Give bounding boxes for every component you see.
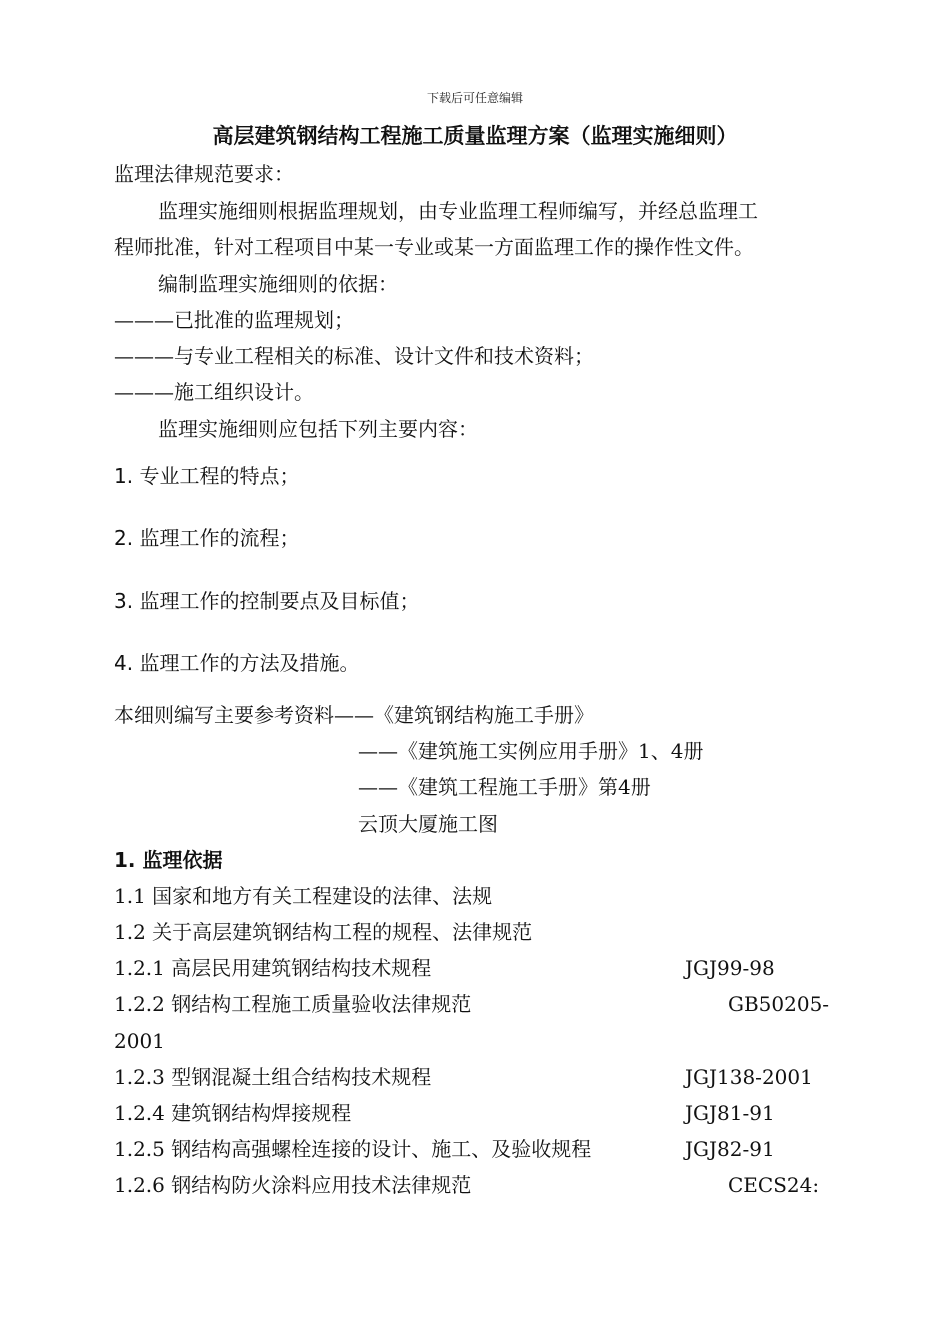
content-item-number: 4. [114,651,134,675]
standard-code: GB50205- [728,992,830,1016]
standard-label: 1.2.1 高层民用建筑钢结构技术规程 [114,956,432,980]
standard-label: 1.2.6 钢结构防火涂料应用技术法律规范 [114,1173,472,1197]
basis-heading: 编制监理实施细则的依据： [158,272,398,296]
standard-code: JGJ82-91 [685,1137,775,1161]
basis-item: ———与专业工程相关的标准、设计文件和技术资料； [114,344,594,368]
basis-item: ———施工组织设计。 [114,380,314,404]
reference-line: 本细则编写主要参考资料——《建筑钢结构施工手册》 [114,703,594,727]
content-heading: 监理实施细则应包括下列主要内容： [158,417,478,441]
paragraph-line: 监理实施细则根据监理规划，由专业监理工程师编写，并经总监理工 [158,199,758,223]
reference-line: ——《建筑工程施工手册》第4册 [358,775,651,799]
reference-line: ——《建筑施工实例应用手册》1、4册 [358,739,704,763]
content-item [114,524,299,552]
section-heading: 1. 监理依据 [114,848,223,872]
standard-code: JGJ81-91 [685,1101,775,1125]
standard-code: JGJ99-98 [685,956,775,980]
content-item-text: 监理工作的流程； [139,526,300,550]
basis-item: ———已批准的监理规划； [114,308,354,332]
content-item-text: 监理工作的控制要点及目标值； [139,589,420,613]
paragraph-line: 程师批准，针对工程项目中某一专业或某一方面监理工作的操作性文件。 [114,235,754,259]
section-item: 1.2 关于高层建筑钢结构工程的规程、法律规范 [114,920,533,944]
document-title: 高层建筑钢结构工程施工质量监理方案（监理实施细则） [212,124,738,148]
standard-label: 1.2.3 型钢混凝土组合结构技术规程 [114,1065,432,1089]
standard-code: JGJ138-2001 [685,1065,813,1089]
content-item-number: 1. [114,464,134,488]
requirements-heading: 监理法律规范要求： [114,162,294,186]
standard-label: 1.2.4 建筑钢结构焊接规程 [114,1101,352,1125]
standard-label: 1.2.5 钢结构高强螺栓连接的设计、施工、及验收规程 [114,1137,592,1161]
content-item-number: 3. [114,589,134,613]
content-item [114,649,359,677]
content-item [114,462,299,490]
reference-line: 云顶大厦施工图 [358,812,498,836]
standard-code-continuation: 2001 [114,1029,165,1053]
standard-code: CECS24: [728,1173,820,1197]
content-item [114,587,419,615]
page-header-note: 下载后可任意编辑 [426,91,523,105]
content-item-text: 专业工程的特点； [139,464,300,488]
standard-label: 1.2.2 钢结构工程施工质量验收法律规范 [114,992,472,1016]
content-item-number: 2. [114,526,134,550]
content-item-text: 监理工作的方法及措施。 [139,651,360,675]
section-item: 1.1 国家和地方有关工程建设的法律、法规 [114,884,493,908]
